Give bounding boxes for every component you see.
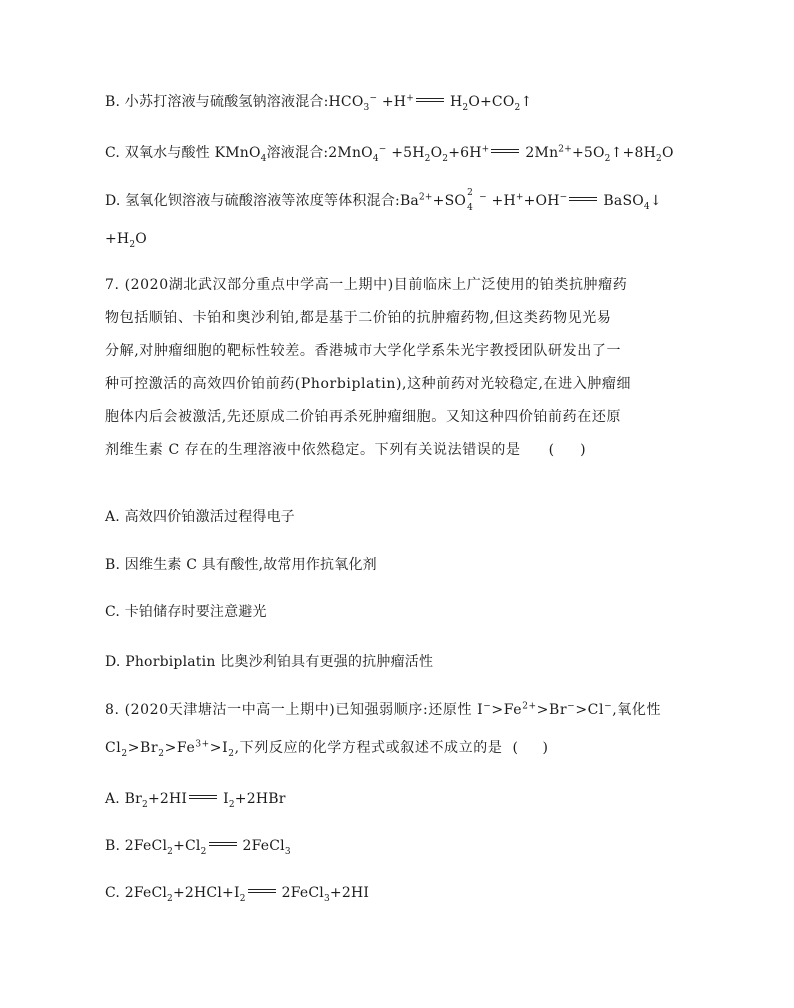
answer-paren-close: ) [580, 442, 587, 458]
equals-sign [189, 795, 217, 799]
answer-paren-open: ( [512, 740, 519, 756]
q7-option-c[interactable]: C. 卡铂储存时要注意避光 [105, 604, 267, 620]
q6-option-b[interactable]: B. 小苏打溶液与硫酸氢钠溶液混合$:HCO_3^- +H^+$ $H_2O+CO_2↑$ [105, 93, 533, 113]
q6-option-d[interactable]: D. 氢氧化钡溶液与硫酸溶液等浓度等体积混合$:Ba^{2+}+SO$ 2 4 − +H++OH− BaSO$_4$↓ [105, 188, 662, 213]
q7-option-b[interactable]: B. 因维生素 C 具有酸性,故常用作抗氧化剂 [105, 557, 377, 573]
equals-sign [248, 889, 276, 893]
answer-paren-open: ( [548, 442, 555, 458]
q7-option-d[interactable]: D. Phorbiplatin 比奥沙利铂具有更强的抗肿瘤活性 [105, 654, 434, 670]
equals-sign [569, 197, 597, 201]
q8-option-b[interactable]: B. $2FeCl_2+Cl_2$ 2FeCl$_3$ [105, 838, 291, 857]
answer-paren-close: ) [542, 740, 549, 756]
q8-stem-line-1: 8. (2020天津塘沽一中高一上期中)已知强弱顺序:还原性 $I^->Fe^{2+}>Br^->Cl^-$,氧化性 [105, 701, 662, 718]
q8-option-a[interactable]: A. $Br_2+2HI$ $I_2+2HBr$ [105, 791, 286, 810]
equals-sign [491, 149, 519, 153]
equals-sign [209, 842, 237, 846]
sulfate-indices: 2 4 [467, 188, 473, 213]
q7-option-a[interactable]: A. 高效四价铂激活过程得电子 [105, 509, 296, 525]
q6-option-c[interactable]: C. 双氧水与酸性 KMnO$_4$溶液混合:2MnO$_4$− $+5H_2O_2+6H^+$ $2Mn^{2+}+5O_2↑+8H_2O$ [105, 144, 674, 164]
precipitate-arrow-icon: ↓ [649, 193, 662, 209]
q8-option-c[interactable]: C. $2FeCl_2+2HCl+I_2$ 2FeCl$_3$+2HI [105, 885, 370, 904]
q7-stem: 7. (2020湖北武汉部分重点中学高一上期中)目前临床上广泛使用的铂类抗肿瘤药 物包括顺铂、卡铂和奥沙利铂,都是基于二价铂的抗肿瘤药物,但这类药物见光易 分解,对肿瘤细胞的靶标性较差。香港城市大学化学系朱光宇教授团队研发出了一 种可控激活的高效四价铂前药(Phorbiplatin),这种前药对光较稳定,在进入肿瘤细 胞体内后会被激活,先还原成二价铂再杀死肿瘤细胞。又知这种四价铂前药在还原 剂维生素 C 存在的生理溶液中依然稳定。下列有关说法错误的是 ( ) [105, 277, 632, 458]
equals-sign [416, 98, 444, 102]
option-text: B. 小苏打溶液与硫酸氢钠溶液混合:HCO [105, 94, 364, 110]
q8-stem-line-2: $Cl_2>Br_2>Fe^{3+}>I_2$,下列反应的化学方程式或叙述不成立的是 ( ) [105, 739, 549, 759]
gas-arrow-icon: ↑ [520, 94, 533, 110]
q6-option-d-continued: $+H_2O$ [105, 231, 147, 250]
